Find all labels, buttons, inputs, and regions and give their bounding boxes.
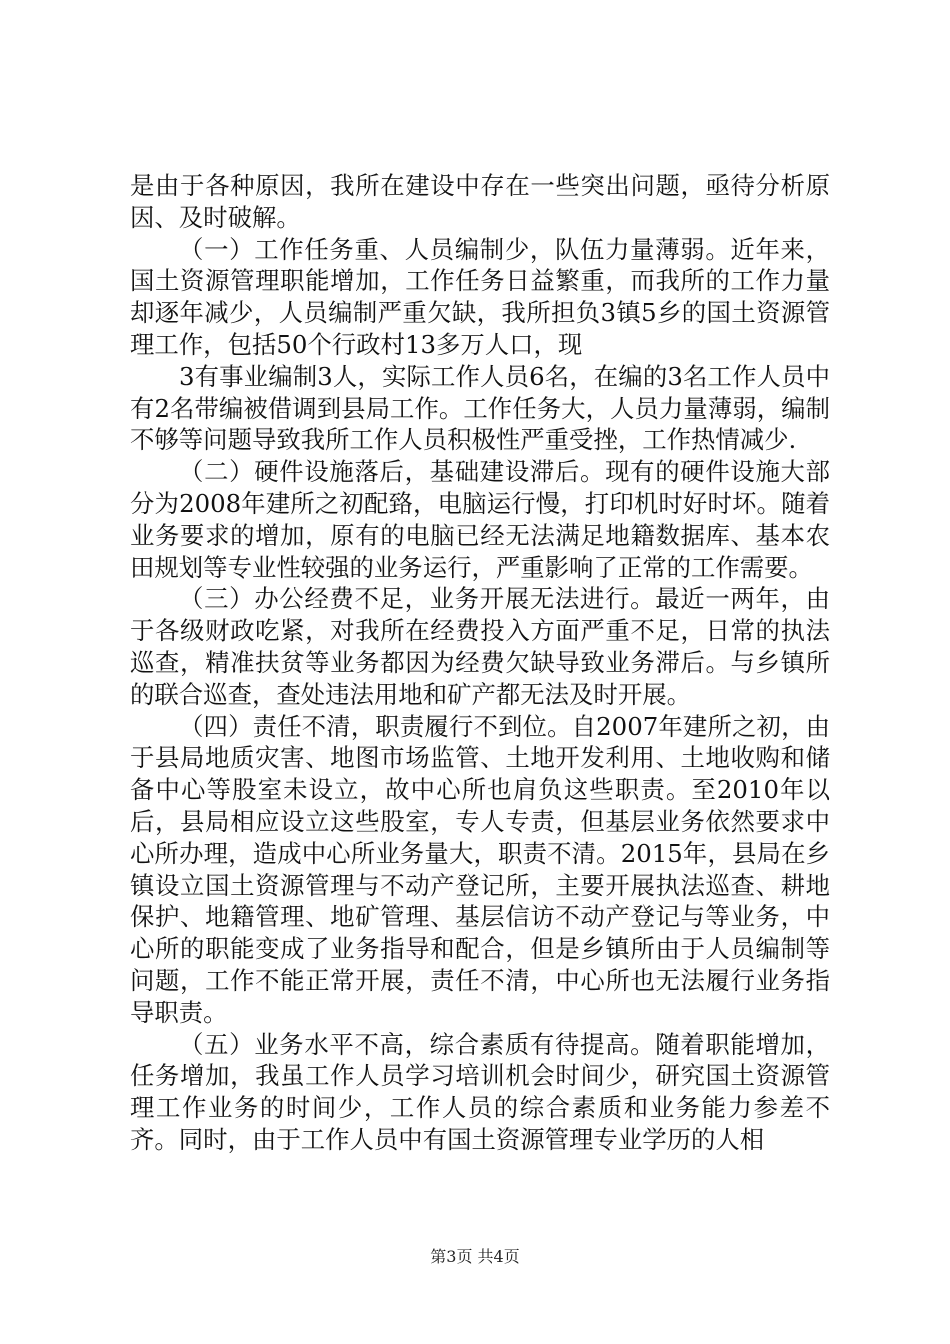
paragraph-section-5: （五）业务水平不高，综合素质有待提高。随着职能增加，任务增加，我虽工作人员学习培训机会时间少，研究国土资源管理工作业务的时间少，工作人员的综合素质和业务能力参差不齐。同时，由于工作人员中有国土资源管理专业学历的人相 bbox=[130, 1029, 830, 1154]
paragraph-continuation: 是由于各种原因，我所在建设中存在一些突出问题，亟待分析原因、及时破解。 bbox=[130, 171, 830, 232]
paragraph-section-1-cont: 3有事业编制3人，实际工作人员6名，在编的3名工作人员中有2名带编被借调到县局工作。工作任务大，人员力量薄弱，编制不够等问题导致我所工作人员积极性严重受挫，工作热情减少. bbox=[130, 361, 830, 455]
paragraph-section-2: （二）硬件设施落后，基础建设滞后。现有的硬件设施大部分为2008年建所之初配臵，电脑运行慢，打印机时好时坏。随着业务要求的增加，原有的电脑已经无法满足地籍数据库、基本农田规划等专业性较强的业务运行，严重影响了正常的工作需要。 bbox=[130, 457, 830, 582]
document-body bbox=[130, 170, 830, 1156]
paragraph-section-4: （四）责任不清，职责履行不到位。自2007年建所之初，由于县局地质灾害、地图市场监管、土地开发利用、土地收购和储备中心等股室未设立，故中心所也肩负这些职责。至2010年以后，县局相应设立这些股室，专人专责，但基层业务依然要求中心所办理，造成中心所业务量大，职责不清。2015年，县局在乡镇设立国土资源管理与不动产登记所，主要开展执法巡查、耕地保护、地籍管理、地矿管理、基层信访不动产登记与等业务，中心所的职能变成了业务指导和配合，但是乡镇所由于人员编制等问题，工作不能正常开展，责任不清，中心所也无法履行业务指导职责。 bbox=[130, 711, 830, 1027]
page-footer: 第3页 共4页 bbox=[430, 1247, 520, 1266]
paragraph-section-1: （一）工作任务重、人员编制少，队伍力量薄弱。近年来，国土资源管理职能增加，工作任务日益繁重，而我所的工作力量却逐年减少，人员编制严重欠缺，我所担负3镇5乡的国土资源管理工作，包括50个行政村13多万人口，现 bbox=[130, 234, 830, 359]
paragraph-section-3: （三）办公经费不足，业务开展无法进行。最近一两年，由于各级财政吃紧，对我所在经费投入方面严重不足，日常的执法巡查，精准扶贫等业务都因为经费欠缺导致业务滞后。与乡镇所的联合巡查，查处违法用地和矿产都无法及时开展。 bbox=[130, 584, 830, 709]
